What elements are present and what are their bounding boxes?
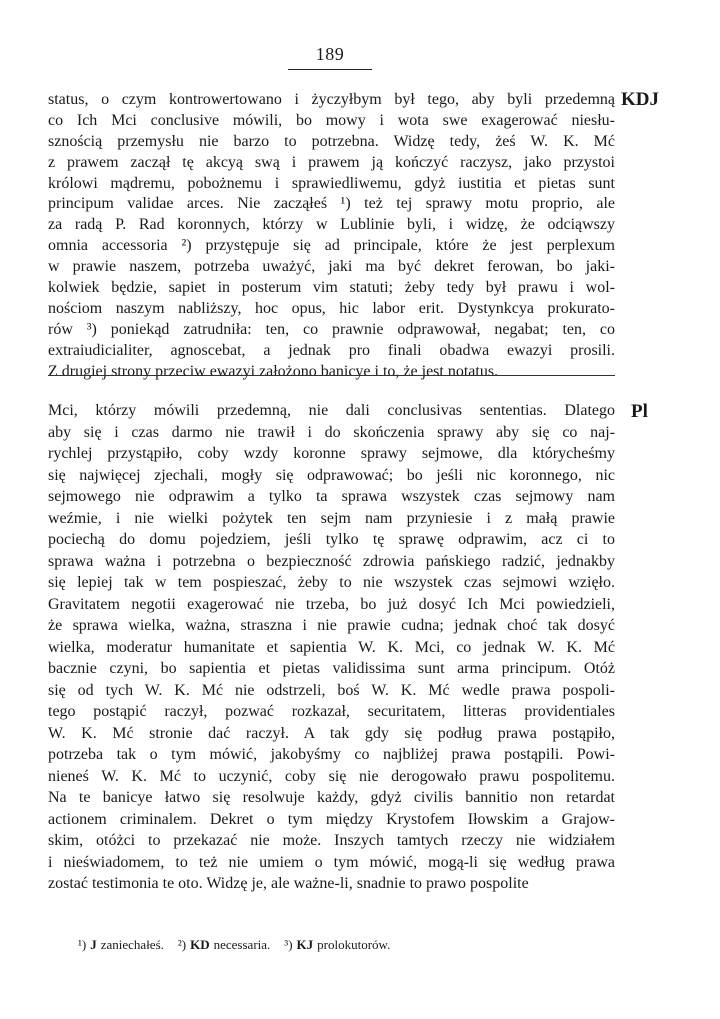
- text-line: Mci, którzy mówili przedemną, nie dali conclusivas sententias. Dlatego: [48, 402, 615, 419]
- footnote-mark: ²): [177, 937, 187, 952]
- text-line: rychlej przystąpiło, coby wzdy koronne sprawy sejmowe, dla którycheśmy: [48, 445, 615, 462]
- page-number-rule: [288, 69, 372, 70]
- footnote-mark: ¹): [78, 937, 87, 952]
- footnote-text: prolokutorów.: [317, 937, 391, 952]
- footnote-text: necessaria.: [213, 937, 271, 952]
- text-line: bacznie czyni, bo sapientia et pietas validissima sunt arma principum. Otóż: [48, 660, 615, 677]
- text-block-first: [48, 90, 615, 382]
- text-line: sprawa ważna i potrzebna o bezpieczność zdrowia pańskiego radzić, jednakby: [48, 552, 615, 570]
- footnote: [178, 937, 270, 952]
- footnote-text: zaniechałeś.: [100, 937, 164, 952]
- text-line: Na te banicye łatwo się resolwuje każdy, gdyż civilis bannitio non retardat: [48, 789, 615, 806]
- text-line: tego postąpić raczył, pozwać rozkazał, securitatem, litteras providentiales: [48, 703, 615, 720]
- text-line: aby się i czas darmo nie trawił i do skończenia sprawy aby się co naj-: [48, 423, 615, 441]
- text-line: że sprawa wielka, ważna, straszna i nie prawie cudna; jednak choć tak dosyć: [48, 617, 615, 634]
- page-number: 189: [315, 44, 345, 64]
- text-line: potrzeba tak o tym mówić, jakobyśmy co najbliżej prawa postąpili. Powi-: [48, 746, 615, 763]
- text-line: się lepiej tak w tem pospieszać, żeby to nie wszystek czas sejmowi wzięło.: [48, 574, 615, 591]
- text-line: za radą P. Rad koronnych, którzy w Lublinie byli, i widzę, że odciąwszy: [48, 216, 615, 234]
- footnote-source: KJ: [296, 937, 314, 952]
- margin-label-second: Pl: [631, 401, 648, 422]
- text-line: rów ³) poniekąd zatrudniła: ten, co prawnie odprawował, negabat; ten, co: [48, 320, 615, 338]
- text-line: zostać testimonia te oto. Widzę je, ale ważne-li, snadnie to prawo pospolite: [48, 875, 529, 892]
- text-line: co Ich Mci conclusive mówili, bo mowy i wota swe exagerować niesłu-: [48, 111, 615, 129]
- footnotes: [78, 937, 638, 953]
- text-line: sznością przemysłu nie barzo to potrzebna. Widzę tedy, żeś W. K. Mć: [48, 132, 615, 150]
- text-line: W. K. Mć stronie dać raczył. A tak gdy się podług prawa postąpiło,: [48, 724, 615, 742]
- footnote-source: KD: [190, 937, 210, 952]
- text-line: wielka, moderatur humanitate et sapientia W. K. Mci, co jednak W. K. Mć: [48, 638, 615, 656]
- section-divider: [48, 375, 615, 376]
- text-line: status, o czym kontrowertowano i życzyłbym był tego, aby byli przedemną: [48, 91, 615, 108]
- text-line: extraiudicialiter, agnoscebat, a jednak pro finali obadwa ewazyi prosili.: [48, 341, 615, 359]
- text-line: królowi mądremu, pobożnemu i sprawiedliwemu, gdyż iustitia et pietas sunt: [48, 174, 615, 192]
- text-line: w prawie naszem, potrzeba uważyć, jaki ma być dekret ferowan, bo jaki-: [48, 258, 615, 276]
- text-line: kolwiek będzie, sapiet in posterum vim statuti; żeby tedy był prawu i wol-: [48, 279, 615, 297]
- footnote: [284, 937, 390, 952]
- text-line: weźmie, i nie wielki pożytek ten sejm nam przyniesie i z małą prawie: [48, 509, 615, 527]
- text-line: i nieświadomem, to też nie umiem o tym mówić, mogą-li się według prawa: [48, 853, 615, 871]
- text-line: Gravitatem negotii exagerować nie trzeba, bo już dosyć Ich Mci powiedzieli,: [48, 595, 615, 613]
- text-line: principum validae arces. Nie zacząłeś ¹) też tej sprawy motu proprio, ale: [48, 195, 615, 213]
- text-line: pociechą do domu pojedziem, jeśli tylko tę sprawę odprawim, acz ci to: [48, 531, 615, 548]
- text-line: z prawem zaczął tę akcyą swą i prawem ją kończyć raczysz, jako przystoi: [48, 153, 615, 171]
- text-line: omnia accessoria ²) przystępuje się ad principale, które że jest perplexum: [48, 237, 615, 255]
- footnote-source: J: [90, 937, 97, 952]
- text-line: sejmowego nie odprawim a tylko ta sprawa wszystek czas sejmowy nam: [48, 488, 615, 505]
- text-line: actionem criminalem. Dekret o tym między Krystofem Iłowskim a Grajow-: [48, 810, 615, 828]
- text-line: nościom naszym nabliższy, hoc opus, hic labor erit. Dystynkcya prokurato-: [48, 299, 615, 317]
- text-line: się od tych W. K. Mć nie odstrzeli, boś W. K. Mć wedle prawa pospoli-: [48, 681, 615, 699]
- text-line: nieneś W. K. Mć to uczynić, coby się nie derogowało prawu pospolitemu.: [48, 767, 615, 785]
- text-line: skim, otóżci to przekazać nie może. Inszych tamtych rzeczy nie widziałem: [48, 832, 615, 849]
- footnote: [78, 937, 164, 952]
- text-line: się najwięcej zjechali, mogły się odprawować; bo jeśli nic koronnego, nic: [48, 466, 615, 484]
- margin-label-top: KDJ: [621, 89, 659, 110]
- text-block-second: [48, 400, 615, 895]
- footnote-mark: ³): [284, 937, 293, 952]
- text-line: Z drugiej strony przeciw ewazyi założono banicye i to, że jest notatus.: [48, 362, 499, 380]
